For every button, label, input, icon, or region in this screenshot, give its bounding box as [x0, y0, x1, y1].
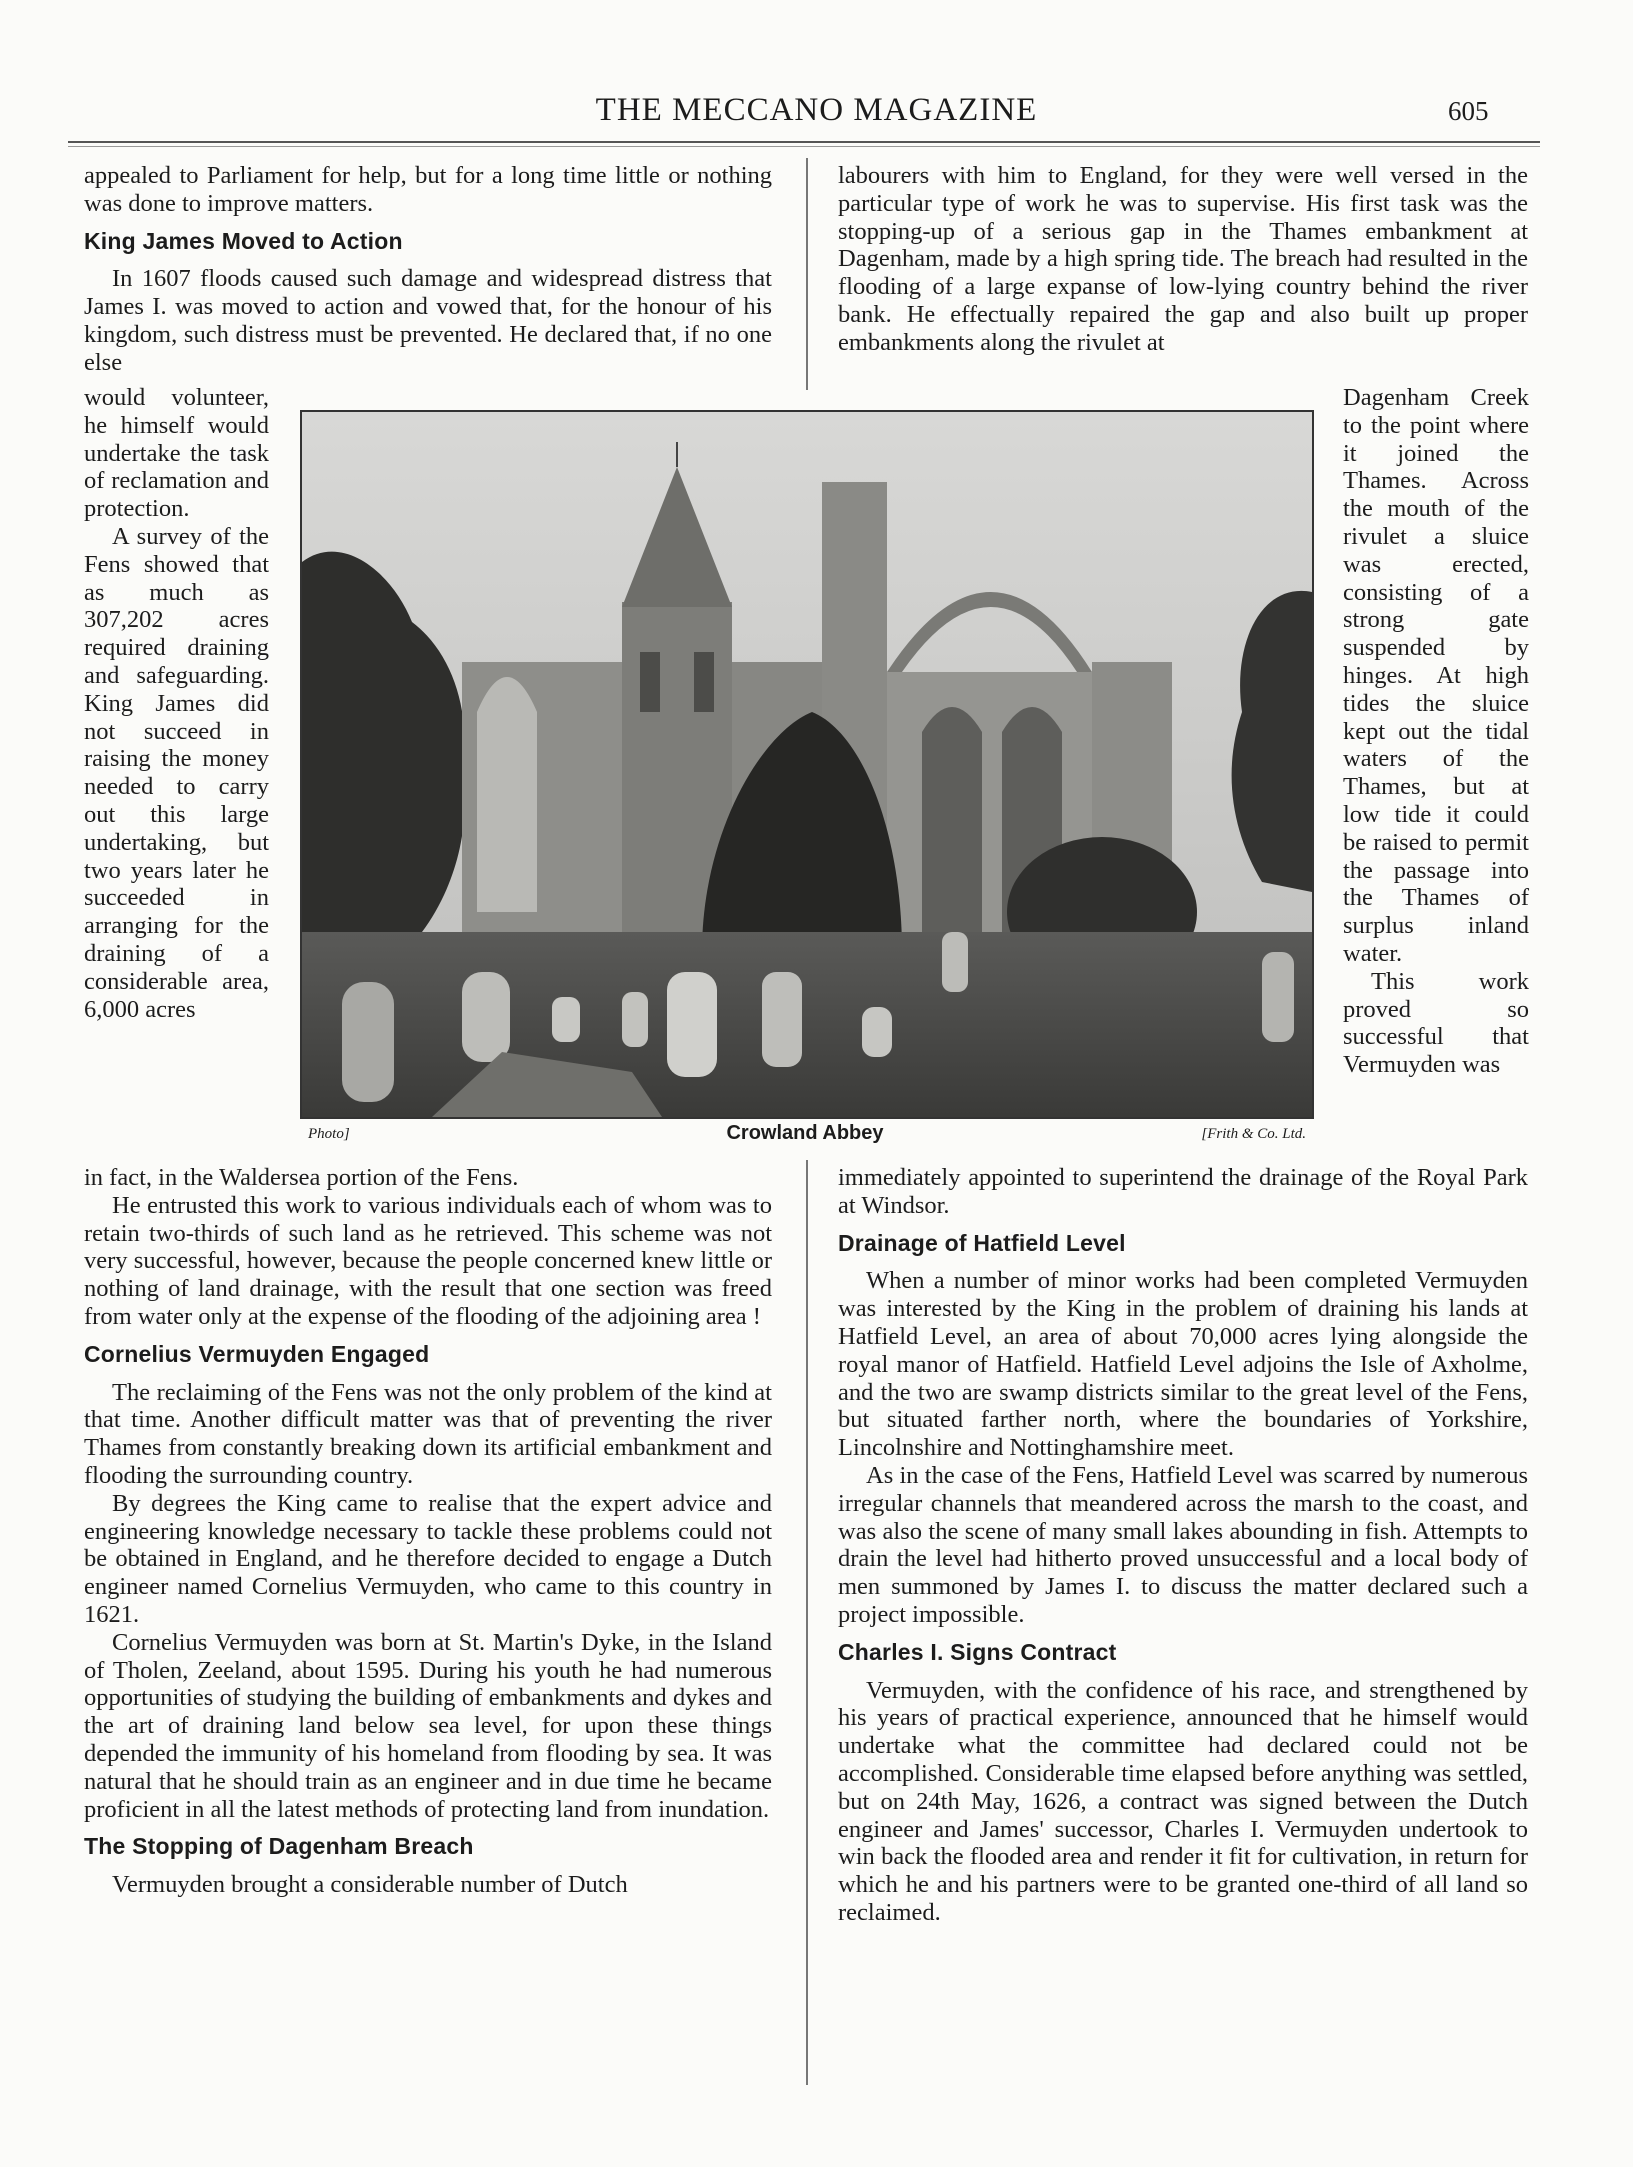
right-column-bottom	[838, 1164, 1528, 1927]
paragraph: By degrees the King came to realise that the expert advice and engineering knowledge necessary to tackle these problems could not be obtained in England, and he therefore decided to engage a Dutch engineer named Cornelius Vermuyden, who came to this country in 1621.	[84, 1489, 772, 1628]
photo-credit-left: Photo]	[308, 1126, 350, 1142]
paragraph: would volunteer, he himself would undertake the task of reclamation and protection.	[84, 384, 269, 523]
left-column-top	[84, 162, 772, 377]
paragraph: He entrusted this work to various individuals each of whom was to retain two-thirds of such land as he retrieved. This scheme was not very successful, however, because the people concerned knew little or nothing of land drainage, with the result that one section was freed from water only at the expense of the flooding of the adjoining area !	[84, 1191, 772, 1330]
abbey-photo	[300, 410, 1314, 1119]
column-divider-top	[806, 158, 808, 390]
paragraph: A survey of the Fens showed that as much as 307,202 acres required draining and safeguarding. King James did not succeed in raising the money needed to carry out this large undertaking, but two years later he succeeded in arranging for the draining of a considerable area, 6,000 acres	[84, 522, 269, 1023]
left-column-narrow	[84, 384, 269, 1023]
paragraph: Vermuyden, with the confidence of his race, and strengthened by his years of practical experience, announced that he himself would undertake what the committee had declared could not be accomplished. Considerable time elapsed before anything was settled, but on 24th May, 1626, a contract was signed between the Dutch engineer and James' successor, Charles I. Vermuyden undertook to win back the flooded area and render it fit for cultivation, in return for which he and his partners were to be granted one-third of all land so reclaimed.	[838, 1676, 1528, 1926]
paragraph: As in the case of the Fens, Hatfield Level was scarred by numerous irregular channels that meandered across the marsh to the coast, and was also the scene of many small lakes abounding in fish. Attempts to drain the level had hitherto proved unsuccessful and a local body of men summoned by James I. to discuss the matter declared such a project impossible.	[838, 1461, 1528, 1628]
section-heading: The Stopping of Dagenham Breach	[84, 1833, 474, 1860]
paragraph: Cornelius Vermuyden was born at St. Martin's Dyke, in the Island of Tholen, Zeeland, about 1595. During his youth he had numerous opportunities of studying the building of embankments and dykes and the art of draining land below sea level, for upon these things depended the immunity of his homeland from flooding by sea. It was natural that he should train as an engineer and in due time he became proficient in all the latest methods of protecting land from inundation.	[84, 1628, 772, 1823]
paragraph: Dagenham Creek to the point where it joined the Thames. Across the mouth of the rivulet a sluice was erected, consisting of a strong gate suspended by hinges. At high tides the sluice kept out the tidal waters of the Thames, but at low tide it could be raised to permit the passage into the Thames of surplus inland water.	[1343, 384, 1529, 967]
header-rule	[68, 141, 1540, 143]
page-number: 605	[1448, 96, 1489, 126]
abbey-illustration	[302, 412, 1312, 1117]
paragraph: In 1607 floods caused such damage and widespread distress that James I. was moved to action and vowed that, for the honour of his kingdom, such distress must be prevented. He declared that, if no one else	[84, 265, 772, 376]
paragraph: Vermuyden brought a considerable number of Dutch	[112, 1871, 628, 1899]
right-column-narrow	[1343, 384, 1529, 1079]
section-heading: Drainage of Hatfield Level	[838, 1229, 1126, 1256]
photo-credit-right: [Frith & Co. Ltd.	[1201, 1126, 1306, 1142]
paragraph: This work proved so successful that Vermuyden was	[1343, 967, 1529, 1079]
section-heading: Charles I. Signs Contract	[838, 1638, 1117, 1665]
right-column-top	[838, 162, 1528, 357]
photo-caption	[300, 1120, 1310, 1150]
column-divider-bottom	[806, 1160, 808, 2085]
header-rule-thin	[68, 146, 1540, 147]
running-header	[0, 92, 1633, 132]
section-heading: King James Moved to Action	[84, 227, 403, 254]
section-heading: Cornelius Vermuyden Engaged	[84, 1340, 430, 1367]
paragraph: labourers with him to England, for they were well versed in the particular type of work he was to supervise. His first task was the stopping-up of a serious gap in the Thames embankment at Dagenham, made by a high spring tide. The breach had resulted in the flooding of a large expanse of low-lying country behind the river bank. He effectually repaired the gap and also built up proper embankments along the rivulet at	[838, 162, 1528, 356]
paragraph: immediately appointed to superintend the drainage of the Royal Park at Windsor.	[838, 1164, 1528, 1219]
paragraph: When a number of minor works had been completed Vermuyden was interested by the King in the problem of draining his lands at Hatfield Level, an area of about 70,000 acres lying alongside the royal manor of Hatfield. Hatfield Level adjoins the Isle of Axholme, and the two are swamp districts similar to the great level of the Fens, but situated farther north, where the boundaries of Yorkshire, Lincolnshire and Nottinghamshire meet.	[838, 1267, 1528, 1462]
paragraph: The reclaiming of the Fens was not the only problem of the kind at that time. Another difficult matter was that of preventing the river Thames from constantly breaking down its artificial embankment and flooding the surrounding country.	[84, 1378, 772, 1489]
left-column-bottom	[84, 1164, 772, 1899]
magazine-title: THE MECCANO MAGAZINE	[595, 92, 1038, 128]
photo-caption-title: Crowland Abbey	[726, 1122, 884, 1144]
paragraph: appealed to Parliament for help, but for a long time little or nothing was done to improve matters.	[84, 162, 772, 217]
paragraph: in fact, in the Waldersea portion of the Fens.	[84, 1164, 519, 1191]
